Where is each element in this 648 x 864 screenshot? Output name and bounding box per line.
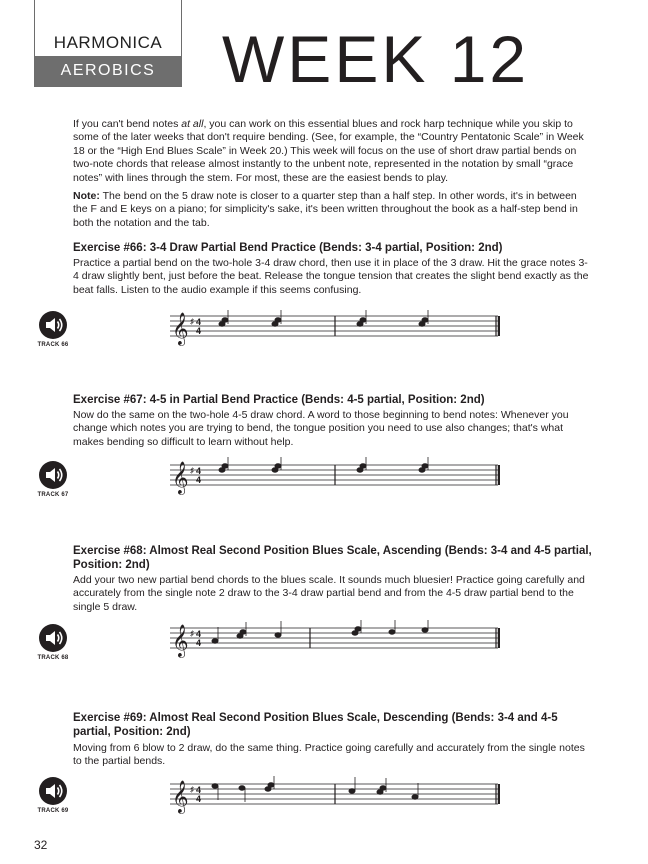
series-name-top: HARMONICA [53,33,163,52]
svg-text:𝄞: 𝄞 [172,461,189,494]
exercise-title: Exercise #66: 3-4 Draw Partial Bend Practice (Bends: 3-4 partial, Position: 2nd) [73,242,503,254]
svg-text:♯: ♯ [190,629,194,638]
note-label: Note: [73,190,100,202]
svg-text:𝄞: 𝄞 [172,624,189,657]
svg-text:4: 4 [196,475,202,485]
track-label: TRACK 69 [37,808,69,814]
series-logo-bottom [35,56,181,86]
series-logo-top [35,0,181,55]
svg-text:4: 4 [196,466,202,476]
svg-text:4: 4 [196,629,202,639]
page-title: WEEK 12 [222,22,530,96]
audio-track-button[interactable] [36,460,70,498]
track-label: TRACK 67 [37,492,69,498]
svg-text:♯: ♯ [190,466,194,475]
speaker-icon [38,310,68,340]
series-logo [34,0,182,87]
exercise-title: Exercise #68: Almost Real Second Position Blues Scale, Ascending (Bends: 3-4 and 4-5 partial, Position: 2nd) [73,545,592,571]
exercise-text: Now do the same on the two-hole 4-5 draw chord. A word to those beginning to bend notes: Whenever you change which notes you are trying to bend, the tongue position you need to use also changes; that's what makes bending so difficult to learn without help. [73,409,569,448]
speaker-icon [38,460,68,490]
audio-track-button[interactable] [36,776,70,814]
svg-text:4: 4 [196,785,202,795]
music-notation [170,457,500,517]
exercise-text: Practice a partial bend on the two-hole 3-4 draw chord, then use it in place of the 3 draw. Hit the grace notes 3-4 draw slightly bent, just before the beat. Release the tongue tension that creates the slight bend exactly as the beat falls. Listen to the audio example if this seems confusing. [73,257,589,296]
note-paragraph: Note: The bend on the 5 draw note is closer to a quarter step than a half step. In other words, it's in between the F and E keys on a piano; for simplicity's sake, it's been written throughout the book as a half-step bend in both the notation and the tab. [73,190,578,229]
exercise-title: Exercise #69: Almost Real Second Position Blues Scale, Descending (Bends: 3-4 and 4-5 partial, Position: 2nd) [73,712,558,738]
exercise-text: Add your two new partial bend chords to the blues scale. It sounds much bluesier! Practice going carefully and accurately from the single note 2 draw to the 3-4 draw partial bend and from the 4-5 draw partial bend to the single 5 draw. [73,574,585,613]
speaker-icon [38,776,68,806]
music-notation [170,776,500,836]
exercise-text: Moving from 6 blow to 2 draw, do the same thing. Practice going carefully and accurately from the single notes to the partial bends. [73,742,585,768]
page-number: 32 [34,838,48,852]
svg-text:𝄞: 𝄞 [172,312,189,345]
svg-text:4: 4 [196,317,202,327]
svg-text:♯: ♯ [190,317,194,326]
audio-track-button[interactable] [36,310,70,348]
svg-text:𝄞: 𝄞 [172,780,189,813]
music-notation [170,308,500,368]
exercise-title: Exercise #67: 4-5 in Partial Bend Practice (Bends: 4-5 partial, Position: 2nd) [73,394,485,406]
svg-text:4: 4 [196,326,202,336]
music-notation [170,620,500,680]
audio-track-button[interactable] [36,623,70,661]
track-label: TRACK 68 [37,655,69,661]
svg-text:4: 4 [196,638,202,648]
svg-text:♯: ♯ [190,785,194,794]
speaker-icon [38,623,68,653]
intro-paragraph: If you can't bend notes at all, you can work on this essential blues and rock harp technique while you skip to some of the later weeks that don't require bending. (See, for example, the “Country Pentatonic Scale” in Week 18 or the “High End Blues Scale” in Week 20.) This week will focus on the use of short draw partial bends on two-note chords that release almost instantly to the unbent note, represented in the notation by small “grace notes” with lines through the stem. For most, these are the easiest bends to play. [73,118,584,184]
track-label: TRACK 66 [37,342,69,348]
svg-text:4: 4 [196,794,202,804]
series-name-bottom: AEROBICS [60,62,156,79]
